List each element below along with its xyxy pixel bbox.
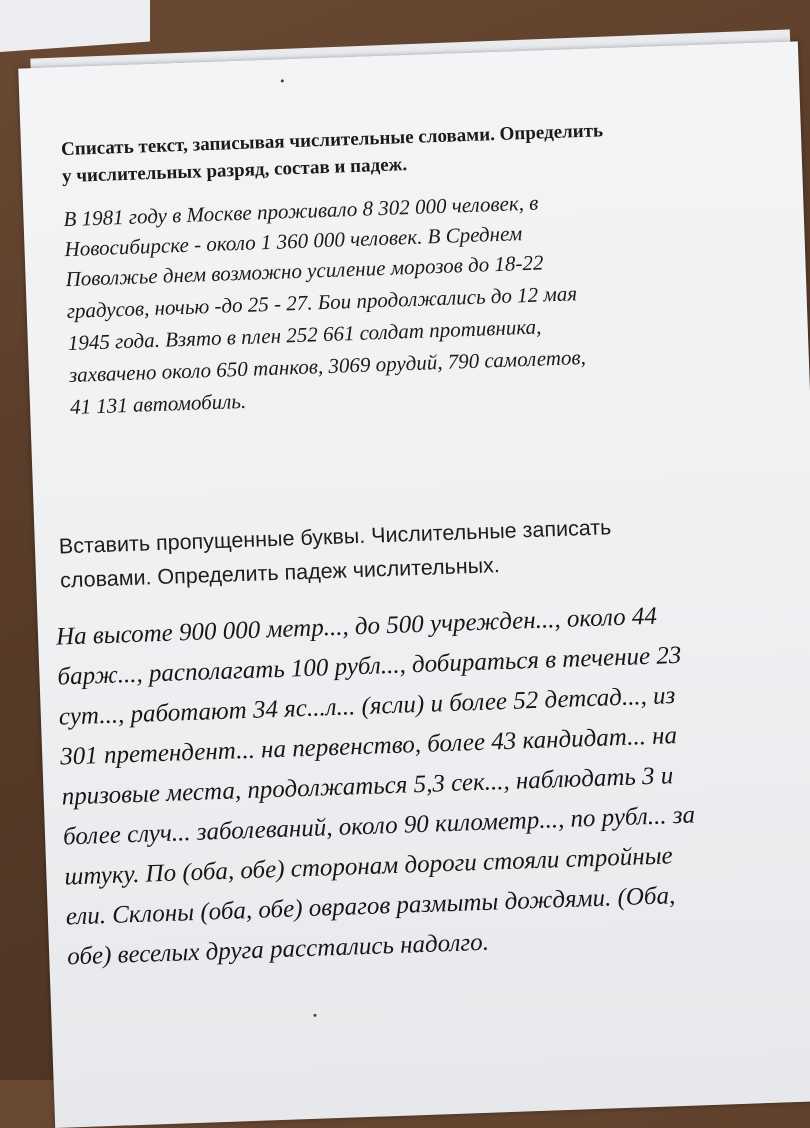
paper-mark — [281, 79, 284, 82]
task-2-instruction-line: словами. Определить падеж числительных. — [59, 553, 501, 593]
task-2-text-line: На высоте 900 000 метр..., до 500 учрежден..., около 44 — [55, 602, 658, 651]
task-1-text-line: Новосибирске - около 1 360 000 человек. В Среднем — [64, 221, 523, 262]
task-1-text-line: захвачено около 650 танков, 3069 орудий, 790 самолетов, — [68, 344, 587, 388]
task-2-text-line: штуку. По (оба, обе) сторонам дороги стояли стройные — [64, 842, 674, 891]
task-1-text-line: градусов, ночью -до 25 - 27. Бои продолжались до 12 мая — [66, 281, 578, 324]
task-1-instruction-line: Списать текст, записывая числительные словами. Определить — [60, 120, 604, 161]
task-2-instruction-line: Вставить пропущенные буквы. Числительные записать — [58, 515, 612, 559]
task-1-text-line: В 1981 году в Москве проживало 8 302 000 человек, в — [63, 190, 539, 232]
task-1-text-line: Поволжье днем возможно усиление морозов до 18-22 — [65, 250, 544, 292]
task-2-text-line: более случ... заболеваний, около 90 километр..., по рубл... за — [62, 801, 696, 851]
task-2-text-line: сут..., работают 34 яс...л... (ясли) и более 52 детсад..., из — [58, 682, 676, 731]
task-2-text-line: призовые места, продолжаться 5,3 сек..., наблюдать 3 и — [61, 762, 674, 811]
task-2-text-line: 301 претендент... на первенство, более 43 кандидат... на — [59, 722, 678, 771]
paper-mark — [313, 1014, 316, 1017]
task-1-text-line: 41 131 автомобиль. — [69, 388, 247, 420]
task-1-instruction-line: у числительных разряд, состав и падеж. — [61, 154, 408, 188]
background-paper — [0, 0, 150, 52]
worksheet-page — [18, 41, 810, 1128]
task-2-text-line: барж..., располагать 100 рубл..., добираться в течение 23 — [57, 641, 682, 691]
task-1-text-line: 1945 года. Взято в плен 252 661 солдат противника, — [67, 314, 542, 356]
task-2-text-line: обе) веселых друга расстались надолго. — [66, 928, 490, 971]
task-2-text-line: ели. Склоны (оба, обе) оврагов размыты дождями. (Оба, — [65, 882, 676, 931]
